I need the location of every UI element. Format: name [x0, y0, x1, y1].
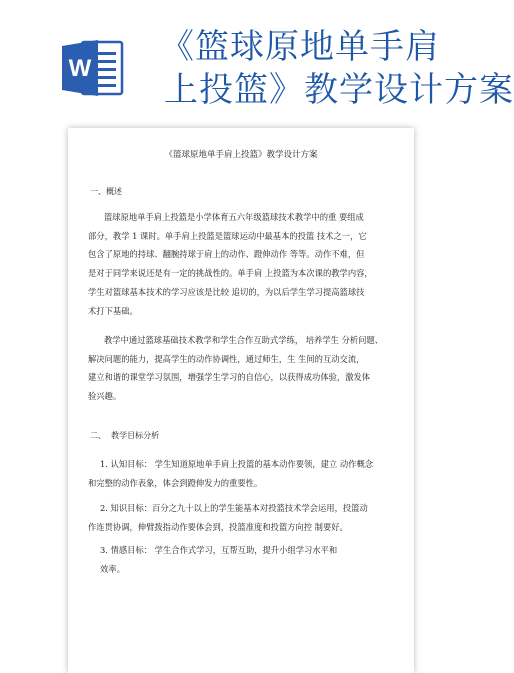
paragraph-line: 作连贯协调，伸臂拨指动作要体会到，投篮准度和投篮方向控 制要好。	[88, 521, 348, 532]
word-icon	[62, 36, 124, 100]
goal-cognitive	[88, 455, 384, 492]
header-title	[160, 26, 514, 112]
paragraph-line: 效率。	[100, 563, 125, 574]
paragraph-teaching	[88, 331, 384, 406]
section-heading-goals: 二、 教学目标分析	[90, 431, 160, 440]
paragraph-line: 2. 知识目标：百分之九十以上的学生能基本对投篮技术学会运用，投篮动	[100, 503, 368, 513]
paragraph-overview	[88, 208, 384, 320]
section-heading-overview: 一、概述	[90, 187, 122, 196]
header-title-line1: 《篮球原地单手肩	[160, 27, 440, 67]
paragraph-line: 和完整的动作表象，体会到蹬伸发力的重要性。	[88, 477, 263, 488]
paragraph-line: 是对于同学来说还是有一定的挑战性的。单手肩 上投篮为本次课的教学内容，	[88, 268, 373, 279]
paragraph-line: 解决问题的能力，提高学生的动作协调性，通过师生，生 生间的互动交流，	[88, 353, 365, 364]
paragraph-line: 验兴趣。	[88, 391, 122, 402]
paragraph-line: 部分，教学 1 课时。单手肩上投篮是篮球运动中最基本的投篮 技术之一，它	[88, 230, 367, 241]
document-page	[68, 128, 414, 673]
paragraph-line: 1. 认知目标： 学生知道原地单手肩上投篮的基本动作要领，建立 动作概念	[100, 459, 374, 469]
document-title: 《篮球原地单手肩上投篮》教学设计方案	[164, 150, 318, 160]
goal-knowledge	[88, 499, 384, 536]
paragraph-line: 篮球原地单手肩上投篮是小学体育五六年级篮球技术教学中的重 要组成	[104, 212, 364, 222]
paragraph-line: 术打下基础。	[88, 305, 138, 316]
svg-text:W: W	[68, 55, 92, 82]
header-title-line2: 上投篮》教学设计方案	[164, 70, 514, 110]
paragraph-line: 学生对篮球基本技术的学习应该是比较 追切的，为以后学生学习提高篮球技	[88, 286, 365, 297]
paragraph-line: 建立和谐的课堂学习氛围，增强学生学习的自信心，以获得成功体验，激发体	[88, 372, 371, 383]
paragraph-line: 3. 情感目标： 学生合作式学习，互帮互助，提升小组学习水平和	[100, 545, 338, 555]
goal-emotional	[88, 541, 384, 578]
paragraph-line: 包含了原地的持球、翻腕持球于肩上的动作、蹬伸动作 等等。动作不难，但	[88, 249, 365, 260]
paragraph-line: 教学中通过篮球基础技术教学和学生合作互助式学练， 培养学生 分析问题、	[104, 335, 384, 345]
